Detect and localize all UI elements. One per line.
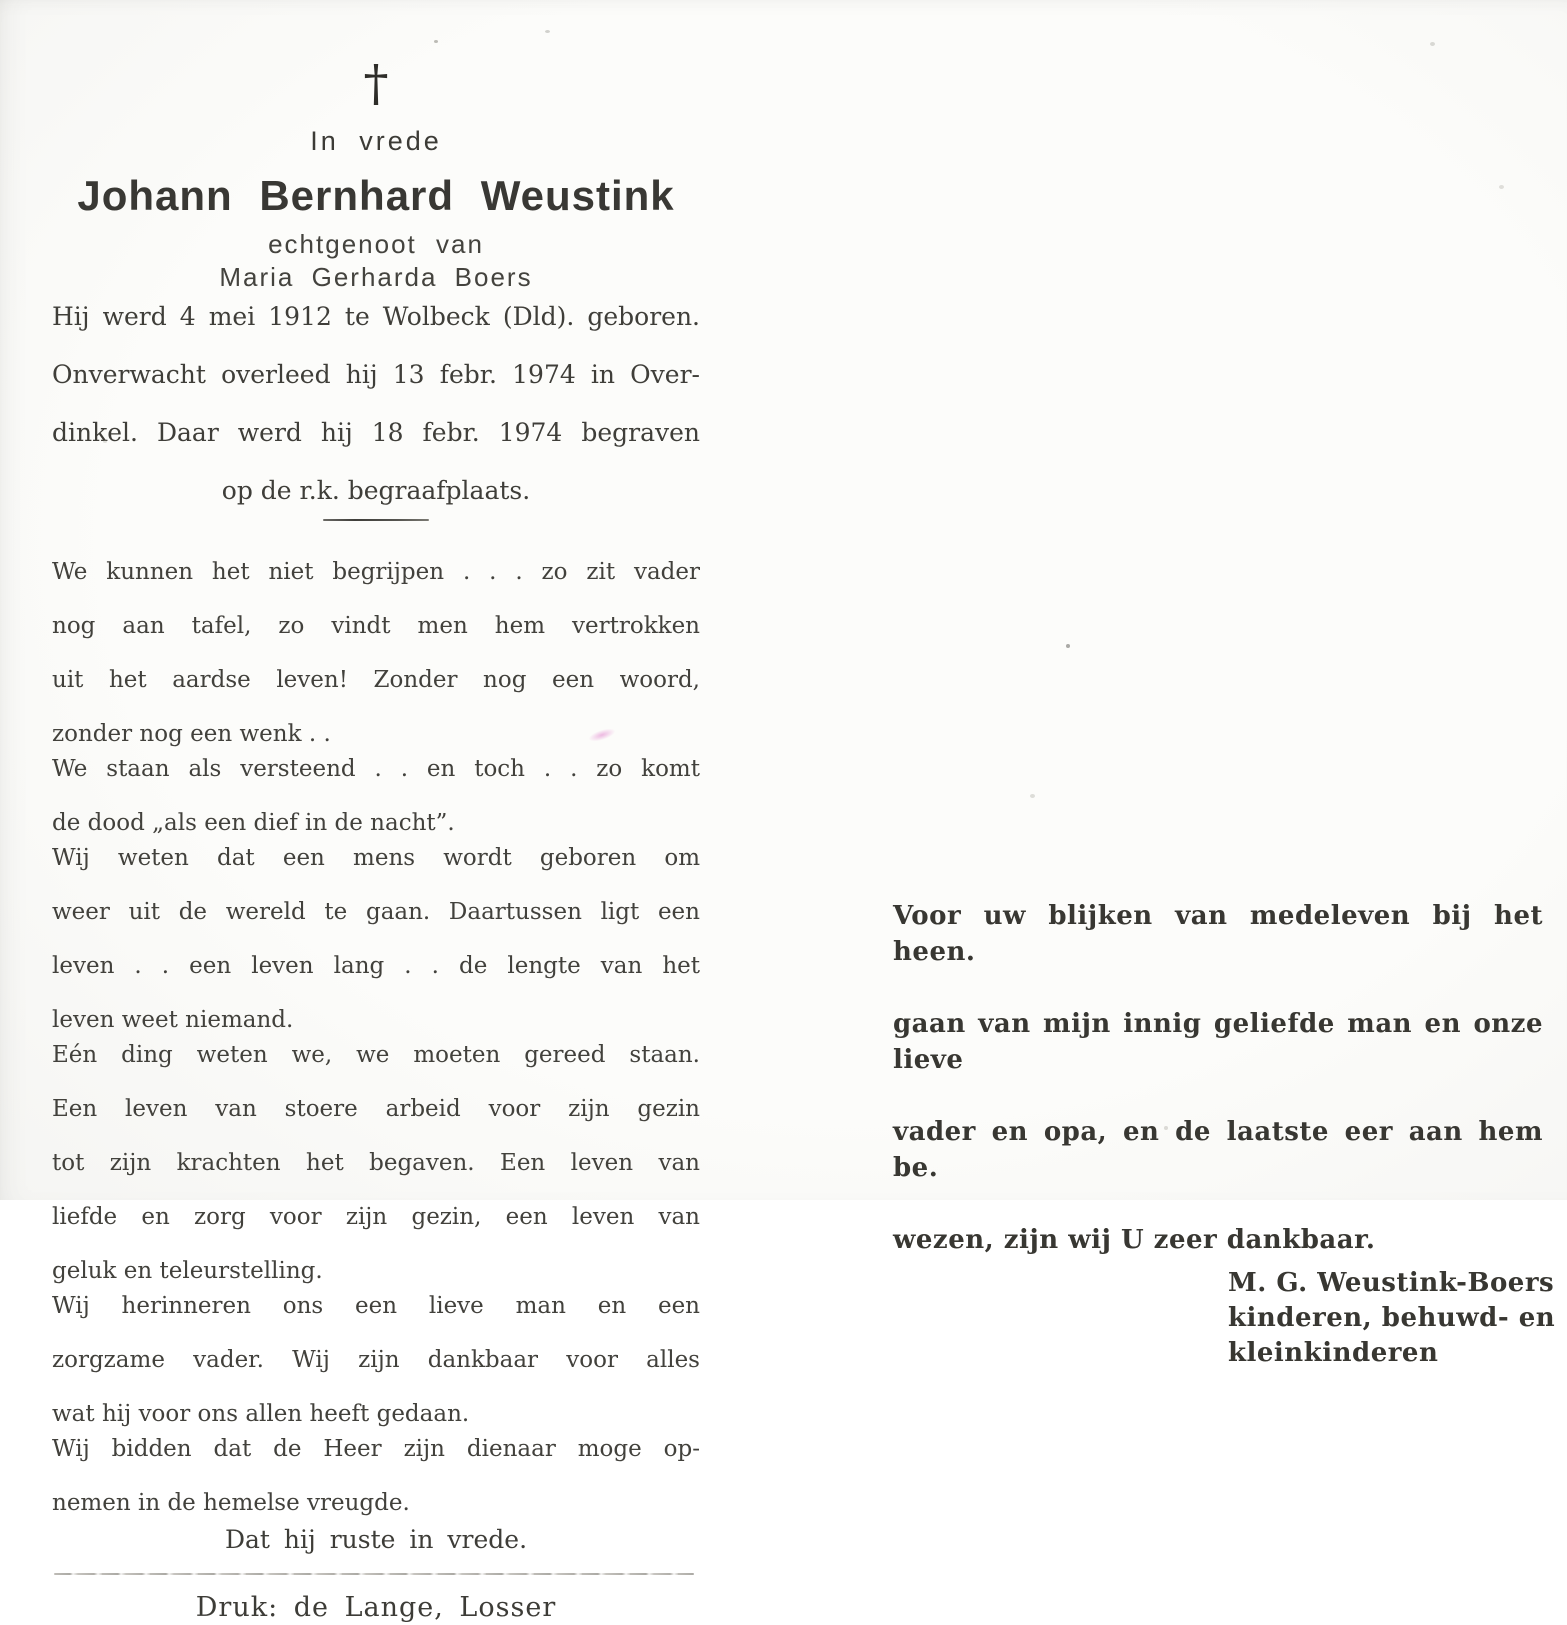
paragraph <box>52 845 700 1034</box>
section-divider <box>323 519 429 521</box>
text-line: vader en opa, en de laatste eer aan hem be. <box>893 1117 1543 1183</box>
closing-phrase: Dat hij ruste in vrede. <box>224 1525 528 1554</box>
text-line: leven weet niemand. <box>52 1007 294 1033</box>
text-line: Een leven van stoere arbeid voor zijn gezin <box>52 1096 700 1122</box>
text-line: weer uit de wereld te gaan. Daartussen ligt een <box>52 899 700 925</box>
spouse-name: Maria Gerharda Boers <box>219 262 533 292</box>
text-line: zorgzame vader. Wij zijn dankbaar voor alles <box>52 1347 700 1373</box>
paragraph <box>52 1042 700 1285</box>
scan-speck <box>434 40 438 43</box>
text-line: M. G. Weustink-Boers <box>1228 1268 1555 1298</box>
text-line: Voor uw blijken van medeleven bij het heen. <box>893 901 1543 967</box>
text-line: uit het aardse leven! Zonder nog een woord, <box>52 667 700 693</box>
text-line: leven . . een leven lang . . de lengte van het <box>52 953 700 979</box>
text-line: geluk en teleurstelling. <box>52 1258 323 1284</box>
text-line: nog aan tafel, zo vindt men hem vertrokken <box>52 613 700 639</box>
text-line: tot zijn krachten het begaven. Een leven van <box>52 1150 700 1176</box>
text-line: liefde en zorg voor zijn gezin, een leven van <box>52 1204 700 1230</box>
text-line: Hij werd 4 mei 1912 te Wolbeck (Dld). geboren. <box>52 302 700 331</box>
text-line: wezen, zijn wij U zeer dankbaar. <box>893 1225 1376 1255</box>
text-line: Wij bidden dat de Heer zijn dienaar moge op- <box>52 1436 700 1462</box>
left-page <box>52 40 700 1625</box>
acknowledgement-paragraph <box>893 898 1556 1371</box>
scan-speck <box>1066 644 1070 648</box>
text-line: Wij herinneren ons een lieve man en een <box>52 1293 700 1319</box>
text-line: de dood „als een dief in de nacht”. <box>52 810 455 836</box>
paragraph <box>52 1436 700 1517</box>
paragraph <box>52 756 700 837</box>
text-line: op de r.k. begraafplaats. <box>221 476 531 505</box>
paragraph <box>52 559 700 748</box>
text-line: We staan als versteend . . en toch . . zo komt <box>52 756 700 782</box>
deceased-name: Johann Bernhard Weustink <box>77 172 675 219</box>
text-line: nemen in de hemelse vreugde. <box>52 1490 410 1516</box>
scan-speck <box>1499 185 1504 189</box>
text-line: Eén ding weten we, we moeten gereed staan. <box>52 1042 700 1068</box>
paragraph <box>52 1293 700 1428</box>
memorial-text <box>52 559 700 1517</box>
text-line: Onverwacht overleed hij 13 febr. 1974 in Over- <box>52 360 700 389</box>
signature-block <box>1228 1266 1556 1371</box>
text-line: kinderen, behuwd- en <box>1228 1303 1556 1333</box>
birth-death-paragraph <box>52 302 700 505</box>
scan-speck <box>103 440 107 443</box>
printer-credit: Druk: de Lange, Losser <box>195 1592 557 1623</box>
scan-speck <box>1430 42 1435 46</box>
text-line: zonder nog een wenk . . <box>52 721 331 747</box>
cross-icon: † <box>363 54 389 112</box>
text-line: kleinkinderen <box>1228 1338 1439 1368</box>
relation-label: echtgenoot van <box>268 229 484 259</box>
text-line: wat hij voor ons allen heeft gedaan. <box>52 1401 470 1427</box>
text-line: We kunnen het niet begrijpen . . . zo zit vader <box>52 559 700 585</box>
scan-speck <box>545 30 550 33</box>
acknowledgement-lines <box>893 898 1543 1258</box>
footer-divider <box>54 1573 694 1575</box>
intro-phrase: In vrede <box>310 126 442 156</box>
scan-speck <box>1164 1126 1168 1130</box>
text-line: dinkel. Daar werd hij 18 febr. 1974 begraven <box>52 418 700 447</box>
text-line: Wij weten dat een mens wordt geboren om <box>52 845 700 871</box>
scan-speck <box>1030 794 1035 798</box>
text-line: gaan van mijn innig geliefde man en onze lieve <box>893 1009 1543 1075</box>
